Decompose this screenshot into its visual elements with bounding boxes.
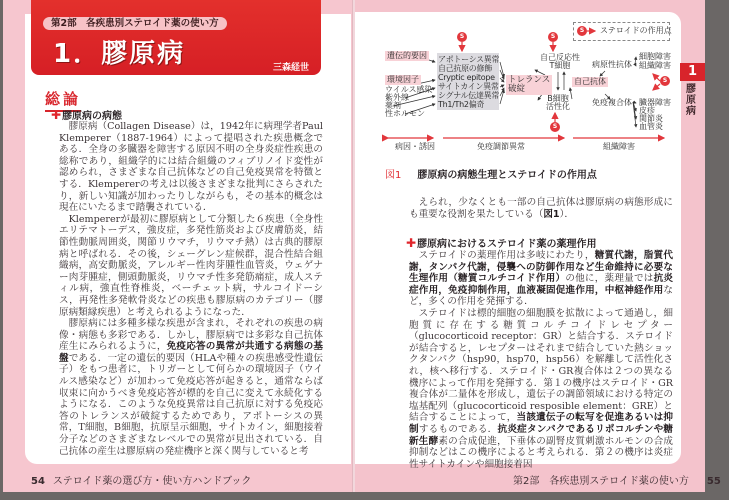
subhead-label: 膠原病の病態: [62, 111, 123, 122]
text-run: など，多くの作用を発揮する．: [409, 284, 673, 308]
paragraph: [409, 308, 673, 470]
text-run: の他に，薬理量では: [565, 273, 654, 285]
text-run: 膠原病（Collagen Disease）は，1942年に病理学者Paul Klemperer（1887-1964）によって提唱された疾患概念である．全身の多臓器を障害する原因不明の全身炎症性疾患の総称であり，組織学的には結合組織のフィブリノイド変性が認められ，さまざまな自己抗体などの自己免疫異常を特徴とする．Klempererの考えは以後さまざまな批判にさらされたり，新しい知識が加わったりしながらも，その基本的概念は現在にいたるまで踏襲されている．: [59, 121, 323, 214]
text-run: えられ，少なくとも一部の自己抗体は膠原病の病態形成にも重要な役割を果たしている（: [409, 197, 673, 220]
t-cell-line: T細胞: [549, 61, 571, 71]
b-cell-line: B細胞: [547, 94, 569, 103]
phase-label: 病因・誘因: [395, 142, 435, 151]
legend-label: ステロイドの作用点: [600, 26, 672, 35]
mechanism-item: サイトカイン異常: [438, 82, 499, 91]
phase-label: 免疫調節異常: [477, 142, 525, 151]
subhead-pathology: [51, 107, 122, 122]
paragraph: [409, 197, 673, 220]
text-run: である．一定の遺伝的要因（HLAや種々の疾患感受性遺伝子）をもつ患者に，トリガーとして何らかの環境因子（ウイルス感染など）が加わって免疫応答が起きると，通常ならば収束に向かうべき免疫応答が標的を自己に変えて永続化するようになる．このような免疫異常は自己抗原に対する免疫応答のトレランスが破綻するためであり，アポトーシスの異常，T細胞，B細胞，抗原呈示細胞，サイトカイン，細胞接着分子などのさまざまなレベルでの異常が見出されている．自己抗体の産生は膠原病の発症機序と深く関与していると考: [59, 352, 324, 457]
tolerance-breakdown: [506, 75, 552, 95]
emphasized-text: 当該遺伝子の転写を促進あるいは抑制: [409, 412, 674, 435]
damage-item: 組織障害: [639, 61, 671, 70]
cross-icon: ✚: [406, 236, 417, 250]
author: 三森経世: [272, 63, 309, 73]
emphasized-text: 抗炎症タンパクであるリポコルチンや糖新生酵: [409, 423, 674, 447]
paragraph: [59, 318, 323, 457]
emphasized-text: 図1: [543, 208, 560, 220]
genetic-factor: 遺伝的要因: [387, 51, 427, 60]
page-number: 54: [31, 476, 45, 487]
chapter-header: [31, 0, 321, 75]
autoantibody: 自己抗体: [574, 77, 606, 86]
emphasized-text: 糖質代謝，脂質代謝，タンパク代謝，侵襲への防御作用など生命維持に必要な生理作用（糖質コルチコイド作用）: [409, 250, 673, 285]
pathogenic-antibody: 病原性抗体: [592, 60, 632, 69]
steroid-action-icon: S: [577, 26, 587, 36]
subhead-pharmacology: [406, 235, 597, 250]
part-label: 第2部 各疾患別ステロイド薬の使い方: [43, 17, 227, 30]
env-item: 性ホルモン: [385, 109, 425, 118]
mechanism-item: 自己抗原の修飾: [438, 64, 492, 73]
section-title: 総論: [45, 88, 81, 112]
left-page: [3, 0, 355, 492]
part-title: 第2部 各疾患別ステロイド薬の使い方: [513, 476, 689, 487]
figure-label: 図1: [385, 170, 402, 181]
mechanism-item: シグナル伝達異常: [438, 91, 500, 100]
figure-title: 膠原病の病態生理とステロイドの作用点: [417, 170, 597, 181]
mechanism-item: Cryptic epitope: [438, 73, 495, 82]
env-item: 紫外線: [385, 93, 409, 102]
cross-icon: ✚: [51, 108, 62, 122]
b-cell-line: 活性化: [546, 102, 570, 112]
steroid-action-icon: S: [548, 32, 558, 42]
tolerance-line: トレランス: [508, 75, 551, 85]
t-cell-line: 自己反応性: [540, 53, 580, 62]
right-body-text-top: [409, 197, 673, 220]
left-body-text: [59, 121, 323, 457]
steroid-action-icon: S: [660, 76, 670, 86]
damage-item: 皮疹: [639, 106, 655, 115]
environmental-factor: 環境因子: [387, 75, 419, 84]
text-run: ステロイドは標的細胞の細胞膜を拡散によって通過し，細胞質に存在する糖質コルチコイドレセプター（glucocorticoid receptor：GR）と結合する．ステロイドが結合すると，レセプターはそれまで結合していた熱ショックタンパク（hsp90，hsp70，hsp56）を解離して活性化され，核へ移行する．ステロイド・GR複合体は２つの異なる機序によって作用を発揮する．第１の機序はステロイド・GR複合体が二量体を形成し，遺伝子の調節領域における特定の塩基配列（glucocorticoid resposible element：GRE）と結合することによって，: [409, 307, 673, 424]
text-run: 素の合成促進，下垂体の副腎皮質刺激ホルモンの合成抑制などはこの機序によると考えられる．第２の機序は炎症性サイトカインや細胞接着因: [409, 435, 674, 470]
phase-label: 組織障害: [603, 142, 635, 151]
book-title: ステロイド薬の選び方・使い方ハンドブック: [52, 476, 252, 487]
figure-1-diagram: [355, 0, 685, 180]
env-item: 薬剤: [385, 101, 401, 110]
damage-item: 細胞障害: [639, 52, 671, 61]
paragraph: [409, 250, 673, 308]
damage-item: 関節炎: [639, 114, 663, 123]
right-footer: [513, 472, 729, 487]
text-run: 膠原病には多種多様な疾患が含まれ，それぞれの疾患の病像・病態も多彩である．しかし，膠原病では多彩な自己抗体産生にみられるように，: [59, 318, 323, 353]
immune-complex: 免疫複合体: [592, 98, 632, 107]
env-item: ウイルス感染: [385, 85, 433, 94]
steroid-action-icon: S: [457, 32, 467, 42]
emphasized-text: 抗炎症作用，免疫抑制作用，血液凝固促進作用，中枢神経作用: [409, 273, 674, 296]
autoreactive-t-cell: [540, 54, 580, 71]
text-run: ）．: [559, 208, 574, 220]
chapter-tab-label: 膠 原 病: [686, 84, 696, 117]
text-run: Klempererが最初に膠原病として分類した６疾患（全身性エリテマトーデス，強皮症，多発性筋炎および皮膚筋炎，結節性動脈周囲炎，関節リウマチ，リウマチ熱）は古典的膠原病と呼ばれる．その後，シェーグレン症候群，混合性結合組織病，高安動脈炎，アレルギー性肉芽腫性血管炎，ウェゲナー肉芽腫症，側頭動脈炎，リウマチ性多発筋痛症，成人スティル病，強直性脊椎炎，ベーチェット病，サルコイドーシス，再発性多発軟骨炎などの疾患も膠原病のカテゴリー（膠原病類縁疾患）と考えられるようになった．: [59, 213, 323, 318]
right-body-text: [409, 250, 673, 470]
damage-item: 血管炎: [639, 122, 663, 131]
steroid-action-icon: S: [550, 122, 560, 132]
tolerance-line: 破綻: [508, 84, 526, 94]
right-page: [355, 0, 721, 492]
figure-caption: [385, 166, 597, 181]
paragraph: [59, 214, 323, 318]
mechanism-item: Th1/Th2偏奇: [438, 100, 485, 109]
text-run: ステロイドの薬理作用は多岐にわたり，: [418, 250, 595, 261]
page-number: 55: [706, 476, 721, 487]
chapter-title: 1．膠原病: [53, 39, 186, 69]
damage-item: 臓器障害: [639, 98, 671, 107]
mechanism-item: アポトーシス異常: [438, 55, 500, 64]
paragraph: [59, 121, 323, 214]
text-run: するものである．: [418, 423, 498, 435]
b-cell-activation: [546, 95, 570, 112]
subhead-label: 膠原病におけるステロイド薬の薬理作用: [417, 239, 597, 250]
chapter-tab-number[interactable]: 1: [680, 63, 705, 81]
emphasized-text: 免疫応答の異常が共通する病態の基盤: [59, 341, 324, 364]
left-footer: [23, 472, 251, 487]
